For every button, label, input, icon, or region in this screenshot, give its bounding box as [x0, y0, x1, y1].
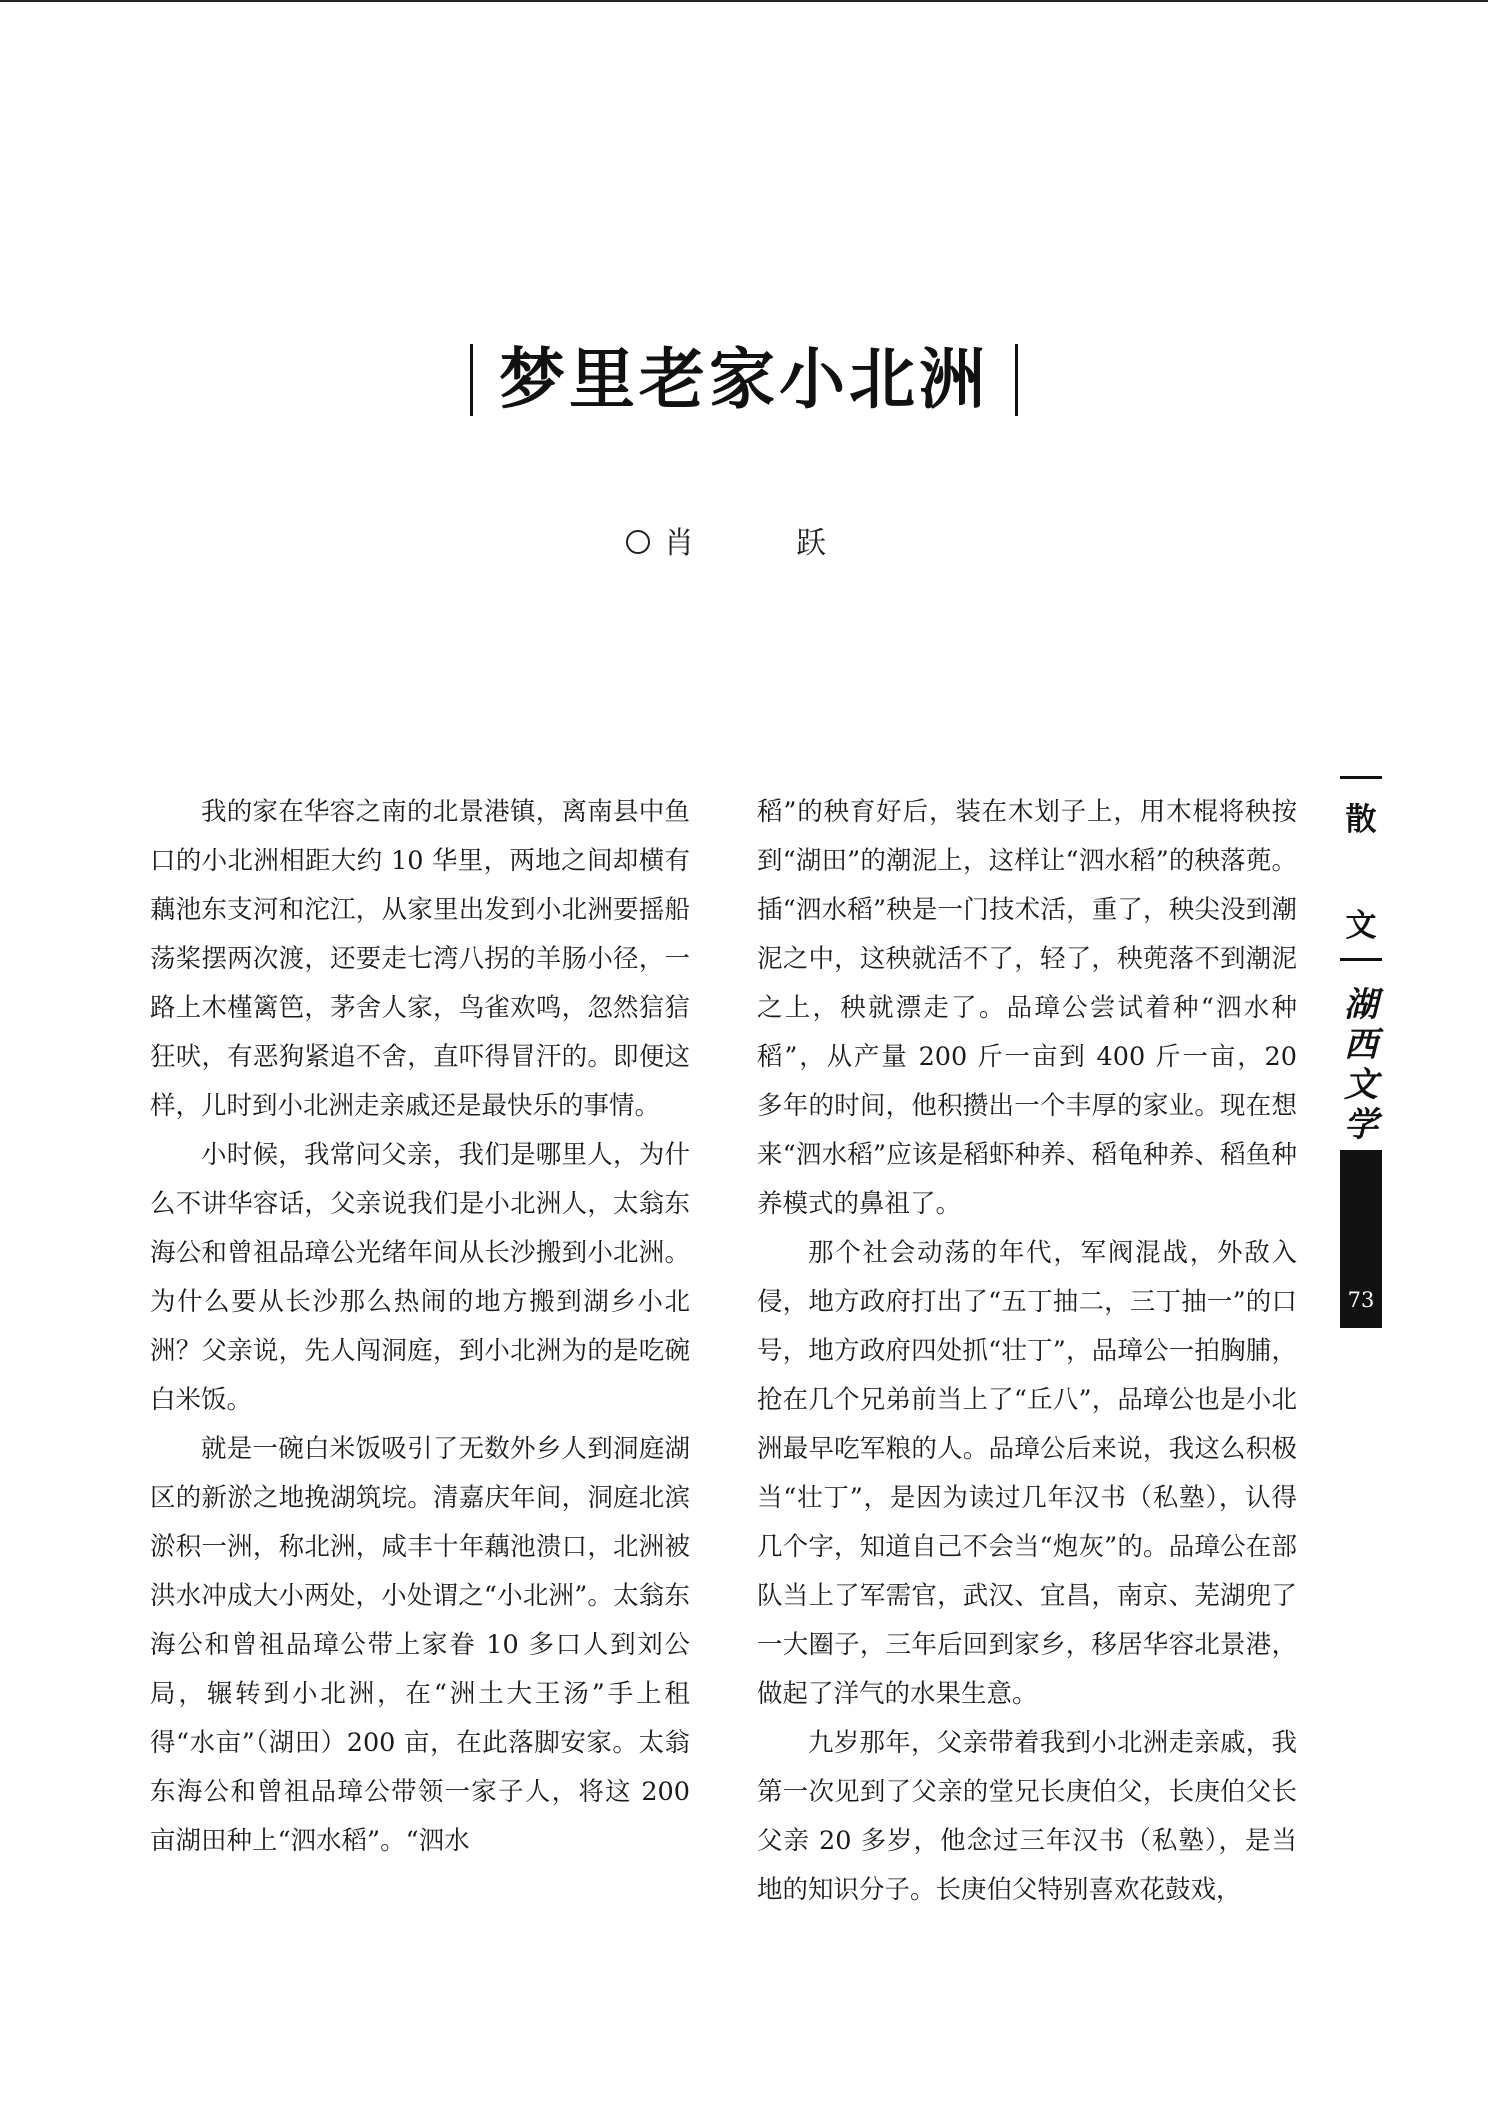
- section-bottom-rule: [1340, 958, 1382, 961]
- section-char-2: 文: [1345, 908, 1377, 944]
- logo-char: 学: [1344, 1105, 1378, 1145]
- logo-char: 湖: [1344, 985, 1378, 1025]
- paragraph: 我的家在华容之南的北景港镇，离南县中鱼口的小北洲相距大约 10 华里，两地之间却横有藕池东支河和沱江，从家里出发到小北洲要摇船荡桨摆两次渡，还要走七湾八拐的羊肠小径，一路上木槿篱笆，茅舍人家，鸟雀欢鸣，忽然狺狺狂吠，有恶狗紧追不舍，直吓得冒汗的。即便这样，儿时到小北洲走亲戚还是最快乐的事情。: [150, 797, 690, 1121]
- right-text-column: [757, 788, 1297, 1915]
- article-title: 梦里老家小北洲: [499, 341, 989, 418]
- title-block: [0, 335, 1488, 425]
- title-left-bar: [470, 344, 473, 416]
- logo-char: 文: [1344, 1065, 1378, 1105]
- paragraph: 九岁那年，父亲带着我到小北洲走亲戚，我第一次见到了父亲的堂兄长庚伯父，长庚伯父长父亲 20 多岁，他念过三年汉书（私塾），是当地的知识分子。长庚伯父特别喜欢花鼓戏，: [757, 1728, 1297, 1905]
- logo-char: 西: [1344, 1025, 1378, 1065]
- paragraph: 稻”的秧育好后，装在木划子上，用木棍将秧按到“湖田”的潮泥上，这样让“泗水稻”的秧落蔸。插“泗水稻”秧是一门技术活，重了，秧尖没到潮泥之中，这秧就活不了，轻了，秧蔸落不到潮泥之上，秧就漂走了。品璋公尝试着种“泗水种稻”，从产量 200 斤一亩到 400 斤一亩，20 多年的时间，他积攒出一个丰厚的家业。现在想来“泗水稻”应该是稻虾种养、稻龟种养、稻鱼种养模式的鼻祖了。: [757, 797, 1297, 1219]
- top-border-rule: [0, 0, 1488, 2]
- byline-circle-icon: [626, 530, 650, 554]
- page-number-tab: [1340, 1150, 1382, 1328]
- section-top-rule: [1340, 776, 1382, 779]
- paragraph: 那个社会动荡的年代，军阀混战，外敌入侵，地方政府打出了“五丁抽二，三丁抽一”的口号，地方政府四处抓“壮丁”，品璋公一拍胸脯，抢在几个兄弟前当上了“丘八”，品璋公也是小北洲最早吃军粮的人。品璋公后来说，我这么积极当“壮丁”，是因为读过几年汉书（私塾），认得几个字，知道自己不会当“炮灰”的。品璋公在部队当上了军需官，武汉、宜昌，南京、芜湖兜了一大圈子，三年后回到家乡，移居华容北景港，做起了洋气的水果生意。: [757, 1238, 1297, 1709]
- magazine-logo: [1338, 985, 1384, 1145]
- paragraph: 就是一碗白米饭吸引了无数外乡人到洞庭湖区的新淤之地挽湖筑垸。清嘉庆年间，洞庭北滨淤积一洲，称北洲，咸丰十年藕池溃口，北洲被洪水冲成大小两处，小处谓之“小北洲”。太翁东海公和曾祖品璋公带上家眷 10 多口人到刘公局，辗转到小北洲，在“洲土大王汤”手上租得“水亩”（湖田）200 亩，在此落脚安家。太翁东海公和曾祖品璋公带领一家子人，将这 200 亩湖田种上“泗水稻”。“泗水: [150, 1434, 690, 1856]
- section-char-1: 散: [1345, 802, 1377, 838]
- left-text-column: [150, 788, 690, 1866]
- byline: [0, 518, 1488, 562]
- page-number: 73: [1347, 1288, 1375, 1312]
- paragraph: 小时候，我常问父亲，我们是哪里人，为什么不讲华容话，父亲说我们是小北洲人，太翁东海公和曾祖品璋公光绪年间从长沙搬到小北洲。为什么要从长沙那么热闹的地方搬到湖乡小北洲？父亲说，先人闯洞庭，到小北洲为的是吃碗白米饭。: [150, 1140, 690, 1415]
- author-name: 肖 跃: [664, 526, 862, 561]
- title-right-bar: [1015, 344, 1018, 416]
